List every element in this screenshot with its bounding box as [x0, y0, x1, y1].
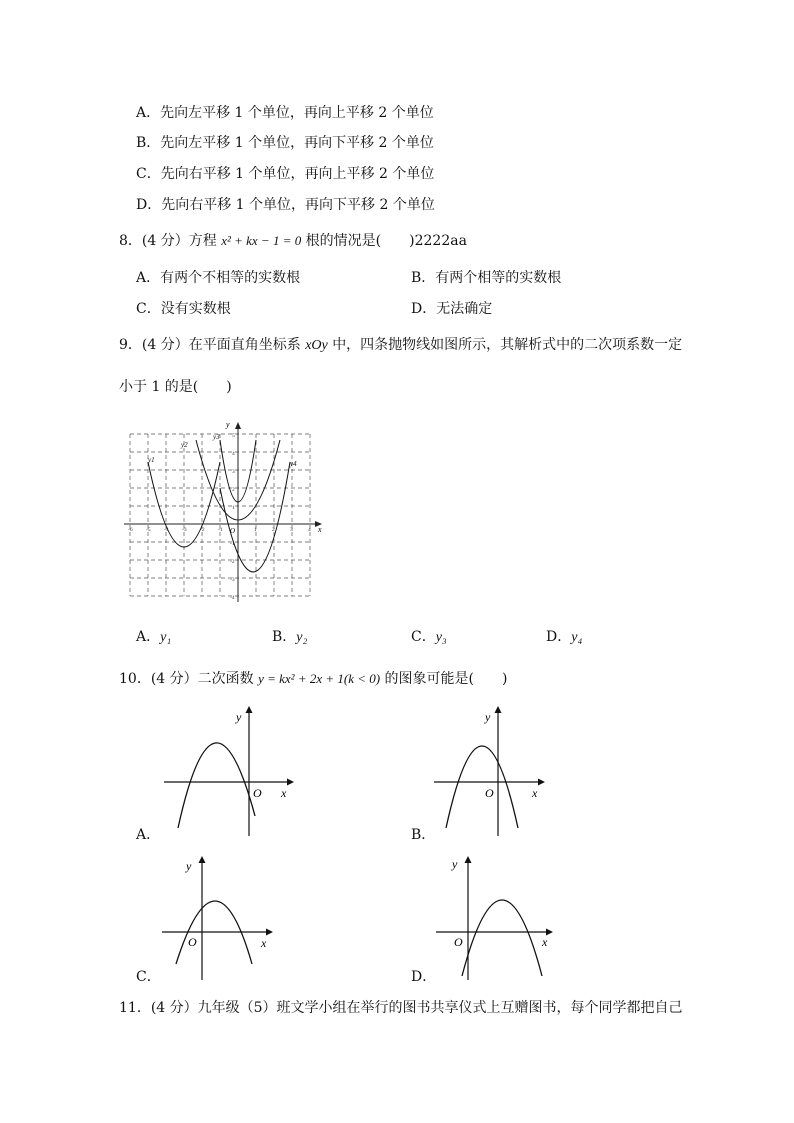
q9-curve-label-y1: y1 [148, 456, 155, 464]
svg-text:4: 4 [308, 527, 311, 533]
q10-option-d: D． [411, 969, 437, 985]
q10b-y-arrow [495, 706, 502, 713]
svg-text:1: 1 [254, 527, 257, 533]
q10-stem [119, 670, 507, 688]
q9-option-d [546, 628, 582, 647]
q10-equation: y = kx² + 2x + 1(k < 0) [258, 671, 381, 686]
q9-stem-var: xOy [305, 338, 328, 353]
q9-stem-prefix: 9．(4 分）在平面直角坐标系 [119, 337, 301, 353]
q10c-y-label: y [186, 859, 192, 873]
q10a-x-arrow [287, 779, 294, 786]
q8-option-c: C．没有实数根 [136, 301, 231, 317]
q9-y-label: y [226, 420, 230, 429]
q8-stem-prefix: 8．(4 分）方程 [119, 233, 217, 249]
q10-option-c: C． [136, 969, 161, 985]
q11-stem: 11．(4 分）九年级（5）班文学小组在举行的图书共享仪式上互赠图书，每个同学都把自己 [119, 1000, 683, 1016]
q10-graph-a [160, 700, 300, 840]
q10a-origin-label: O [253, 786, 262, 800]
q10d-origin-label: O [454, 935, 463, 949]
q10b-parabola [446, 746, 518, 828]
svg-text:-2: -2 [200, 527, 205, 533]
q10a-x-label: x [281, 786, 287, 800]
svg-text:-4: -4 [164, 527, 169, 533]
q10b-y-label: y [485, 710, 491, 724]
q10-graph-b [430, 700, 570, 840]
q10c-x-label: x [261, 936, 267, 950]
q9-curve-label-y3: y3 [213, 433, 220, 441]
q10-graph-c [158, 852, 298, 982]
svg-text:3: 3 [232, 469, 235, 475]
q10d-y-label: y [452, 857, 458, 871]
q9-option-b [272, 628, 307, 647]
q9-option-d-letter: D． [546, 629, 572, 645]
q9-option-d-value: y₄ [571, 630, 583, 645]
svg-text:-3: -3 [230, 577, 235, 583]
svg-text:1: 1 [232, 505, 235, 511]
q9-option-b-value: y₂ [296, 630, 308, 645]
q10c-y-arrow [199, 856, 206, 863]
q8-stem-suffix: 根的情况是( )2222aa [305, 233, 467, 249]
svg-text:-1: -1 [218, 527, 223, 533]
q10b-x-arrow [538, 779, 545, 786]
svg-text:3: 3 [290, 527, 293, 533]
svg-text:2: 2 [272, 527, 275, 533]
q10-option-a: A． [136, 827, 161, 843]
q10a-parabola [178, 743, 255, 828]
q10a-y-label: y [236, 710, 242, 724]
q9-x-label: x [318, 525, 322, 534]
q9-option-c-letter: C． [411, 629, 436, 645]
svg-text:-5: -5 [146, 527, 151, 533]
q7-option-a: A．先向左平移 1 个单位，再向上平移 2 个单位 [136, 105, 434, 121]
q8-equation: x² + kx − 1 = 0 [221, 233, 302, 248]
q9-y-arrow [235, 422, 241, 429]
q10d-x-label: x [542, 935, 548, 949]
q9-origin-label: O [230, 527, 236, 535]
q9-option-c [411, 628, 447, 647]
q10-option-b: B． [411, 827, 436, 843]
svg-text:4: 4 [232, 451, 235, 457]
svg-text:2: 2 [232, 487, 235, 493]
q7-option-d: D．先向右平移 1 个单位，再向下平移 2 个单位 [136, 197, 435, 213]
q7-option-b: B．先向左平移 1 个单位，再向下平移 2 个单位 [136, 135, 434, 151]
q8-option-d: D．无法确定 [411, 301, 493, 317]
q10c-origin-label: O [188, 935, 197, 949]
svg-text:5: 5 [232, 433, 235, 439]
q9-x-tick-labels [128, 527, 311, 533]
q10d-y-arrow [465, 856, 472, 863]
q9-grid [130, 434, 310, 596]
q10b-origin-label: O [485, 786, 494, 800]
q8-option-b: B．有两个相等的实数根 [411, 270, 562, 286]
svg-text:-3: -3 [182, 527, 187, 533]
q9-stem-line2: 小于 1 的是( ) [119, 379, 232, 395]
svg-text:-6: -6 [128, 527, 133, 533]
svg-text:-4: -4 [230, 595, 235, 601]
q10a-y-arrow [246, 706, 253, 713]
q9-option-c-value: y₃ [435, 630, 447, 645]
q10d-parabola [462, 900, 542, 976]
svg-text:-2: -2 [230, 559, 235, 565]
q9-option-a-letter: A． [136, 629, 161, 645]
q9-curve-label-y4: y4 [290, 460, 297, 468]
q9-curve-label-y2: y2 [181, 441, 188, 449]
q10c-x-arrow [266, 929, 273, 936]
q9-option-b-letter: B． [272, 629, 297, 645]
q9-stem-suffix: 中，四条抛物线如图所示，其解析式中的二次项系数一定 [332, 337, 683, 353]
q10-stem-suffix: 的图象可能是( ) [384, 671, 508, 687]
q9-option-a [136, 628, 171, 647]
q10-stem-prefix: 10．(4 分）二次函数 [119, 671, 254, 687]
q10-graph-d [432, 852, 572, 982]
q7-option-c: C．先向右平移 1 个单位，再向上平移 2 个单位 [136, 166, 435, 182]
svg-text:-1: -1 [230, 541, 235, 547]
q9-stem-line1 [119, 336, 682, 355]
q9-option-a-value: y₁ [160, 630, 172, 645]
q9-graph [120, 418, 330, 608]
q10b-x-label: x [532, 786, 538, 800]
q8-stem [119, 232, 467, 250]
q8-option-a: A．有两个不相等的实数根 [136, 270, 301, 286]
q9-y-tick-labels [230, 433, 235, 601]
